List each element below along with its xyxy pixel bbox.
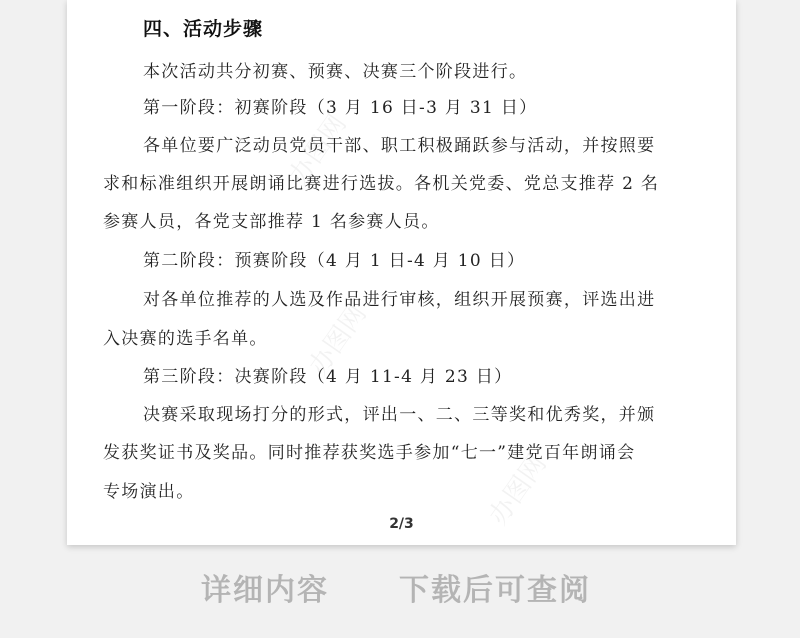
paragraph-line: 本次活动共分初赛、预赛、决赛三个阶段进行。: [143, 62, 528, 82]
paragraph-line: 第三阶段：决赛阶段（4 月 11-4 月 23 日）: [143, 367, 513, 387]
section-heading: 四、活动步骤: [143, 18, 264, 40]
paragraph-line: 求和标准组织开展朗诵比赛进行选拔。各机关党委、党总支推荐 2 名: [103, 174, 660, 194]
paragraph-line: 发获奖证书及奖品。同时推荐获奖选手参加“七一”建党百年朗诵会: [103, 443, 636, 463]
download-label: 下载后可查阅: [399, 573, 591, 608]
footer-banner: [0, 565, 800, 608]
watermark-text: 办图网: [483, 449, 553, 531]
watermark-text: 办图网: [283, 109, 353, 191]
paragraph-line: 第二阶段：预赛阶段（4 月 1 日-4 月 10 日）: [143, 251, 526, 271]
paragraph-line: 参赛人员，各党支部推荐 1 名参赛人员。: [103, 212, 440, 232]
paragraph-line: 专场演出。: [103, 482, 195, 502]
paragraph-line: 决赛采取现场打分的形式，评出一、二、三等奖和优秀奖，并颁: [143, 405, 656, 425]
paragraph-line: 入决赛的选手名单。: [103, 329, 268, 349]
paragraph-line: 对各单位推荐的人选及作品进行审核，组织开展预赛，评选出进: [143, 290, 656, 310]
document-page: [67, 0, 736, 545]
paragraph-line: 各单位要广泛动员党员干部、职工积极踊跃参与活动，并按照要: [143, 136, 656, 156]
details-label: 详细内容: [201, 573, 329, 608]
watermark-text: 办图网: [303, 299, 373, 381]
page-number: 2/3: [389, 516, 414, 532]
paragraph-line: 第一阶段：初赛阶段（3 月 16 日-3 月 31 日）: [143, 98, 538, 118]
